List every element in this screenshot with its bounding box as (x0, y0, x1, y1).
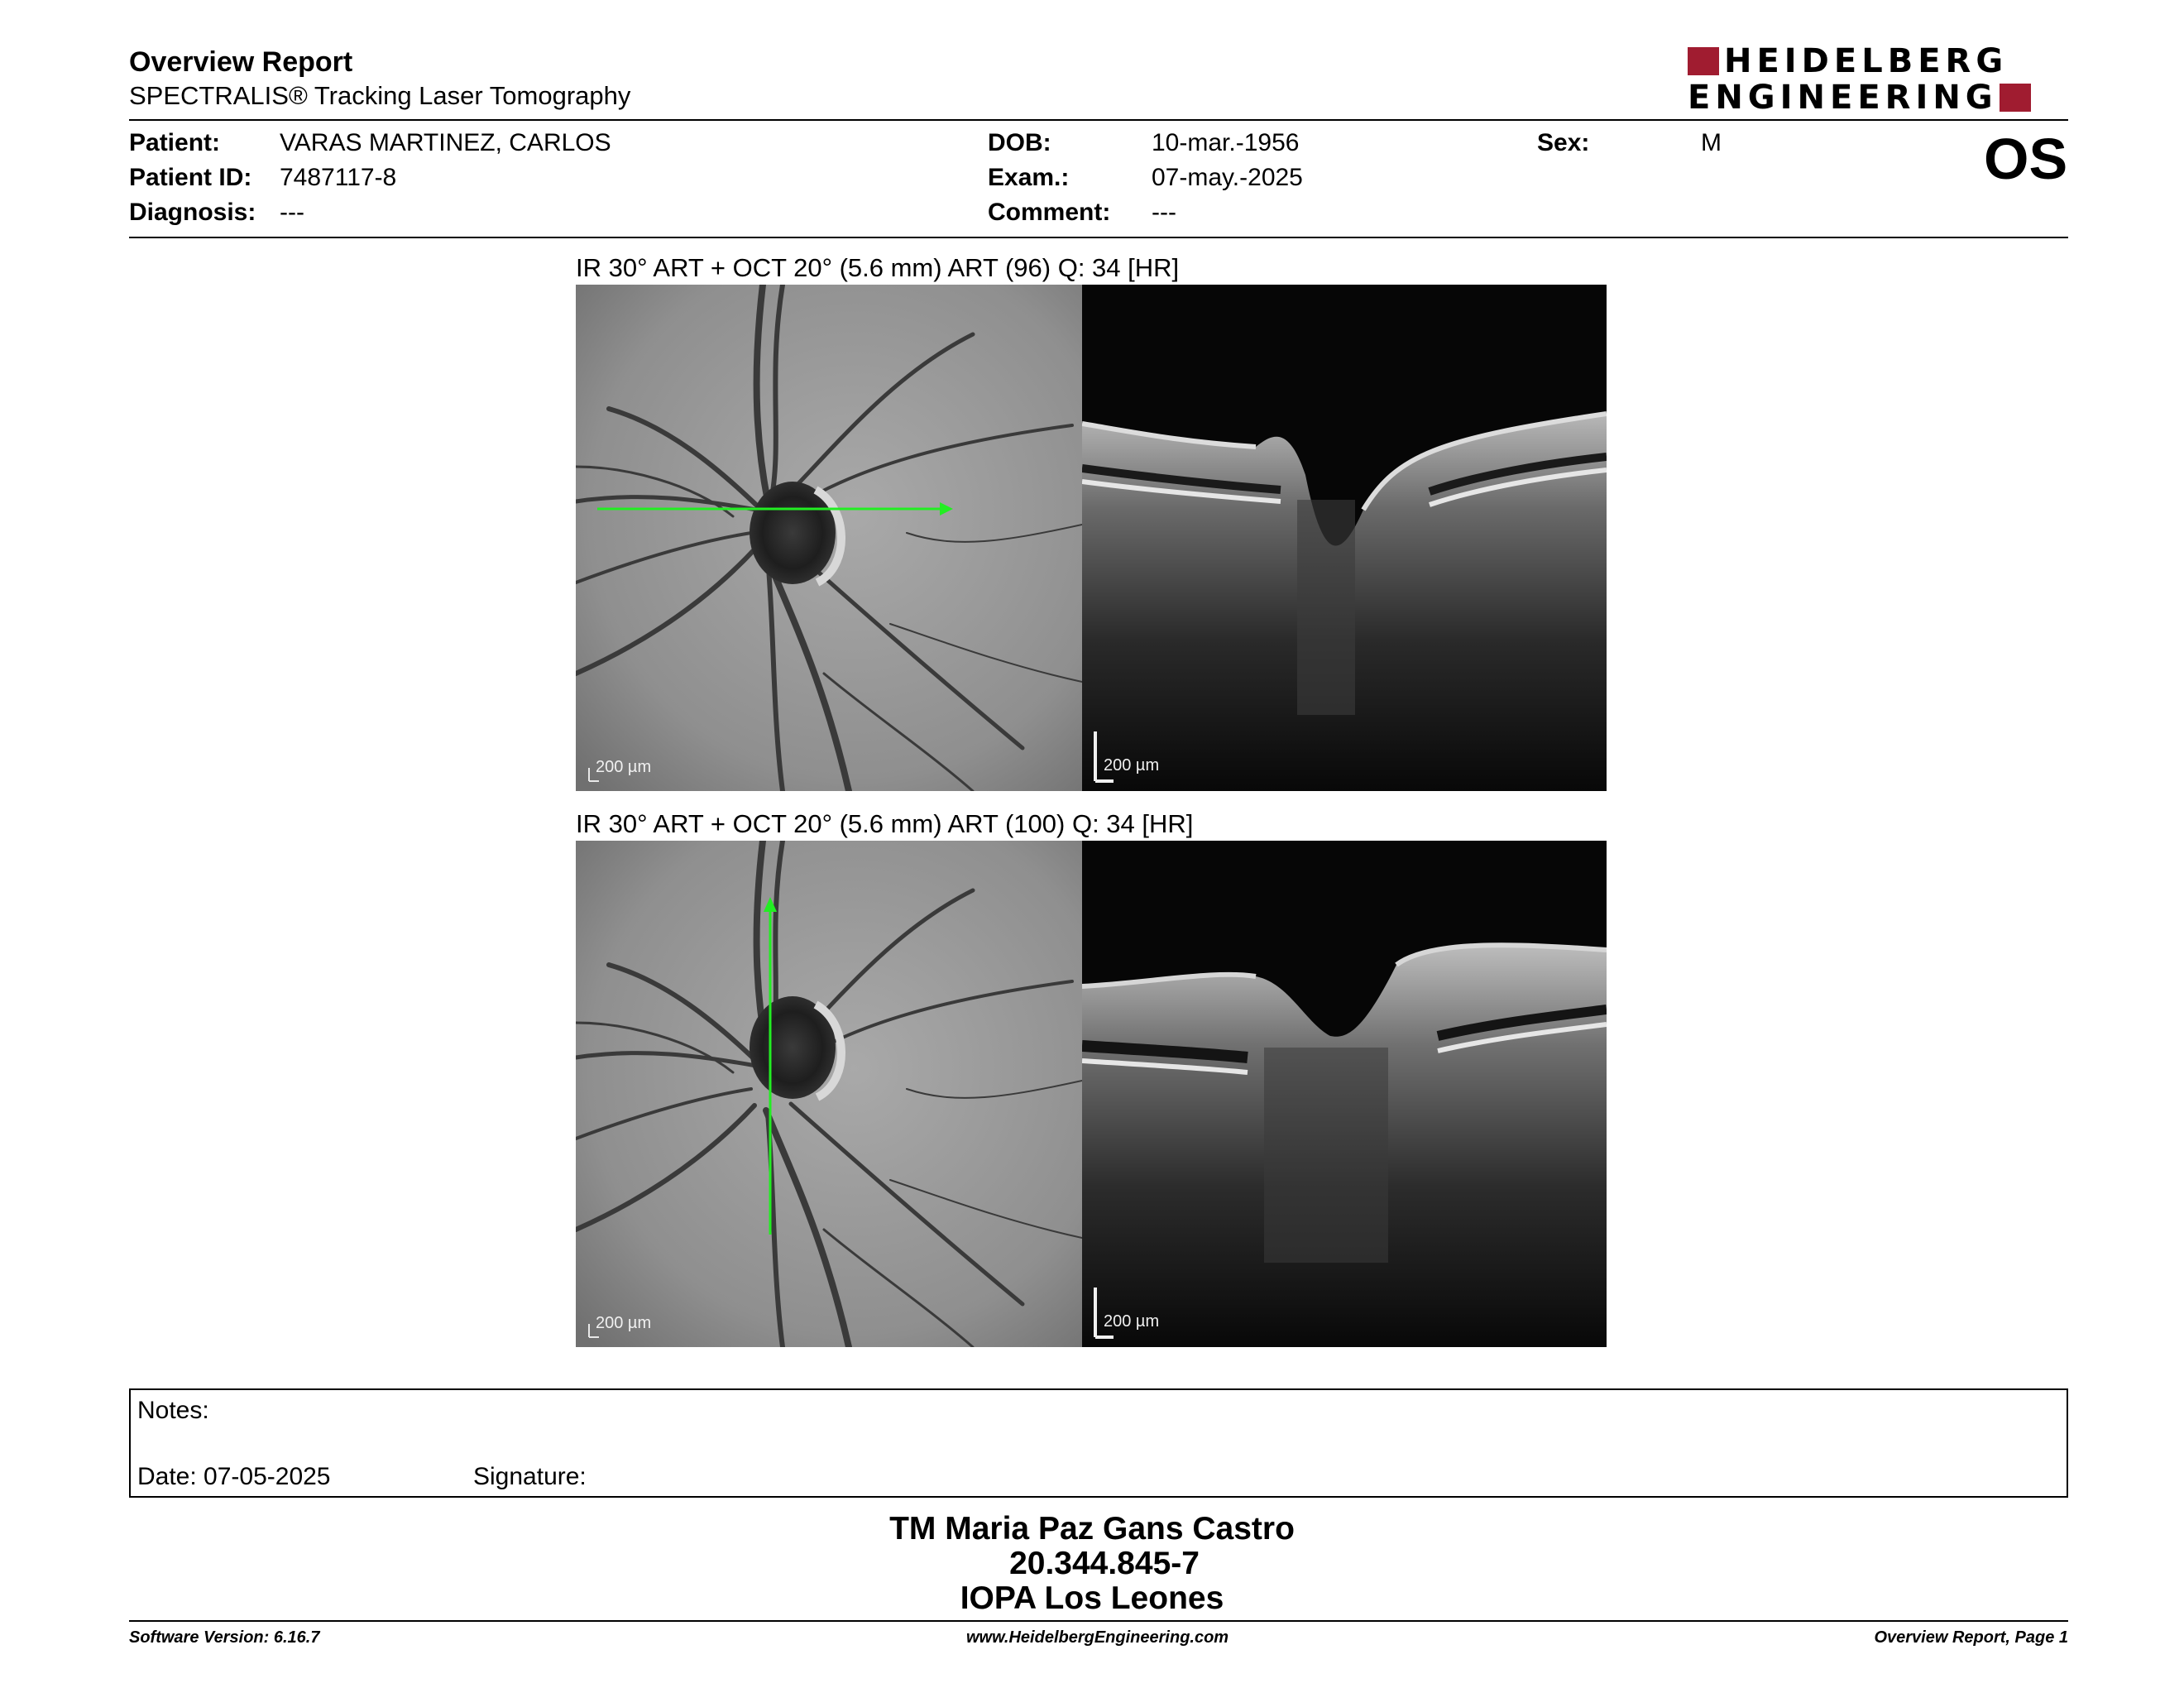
notes-label: Notes: (137, 1397, 209, 1424)
eye-indicator: OS (1984, 127, 2068, 191)
heidelberg-logo (1688, 42, 2068, 117)
date-field: Date: 07-05-2025 (137, 1463, 331, 1490)
fundus-scale-label-1: 200 µm (596, 758, 652, 776)
footer-divider (129, 1620, 2068, 1622)
stamp-name: TM Maria Paz Gans Castro (889, 1511, 1295, 1547)
fundus-image-1 (576, 285, 1082, 791)
patient-id: 7487117-8 (280, 164, 397, 191)
page-number: Overview Report, Page 1 (1874, 1628, 2068, 1647)
patient-label: Patient: (129, 129, 221, 156)
sex-value: M (1701, 129, 1722, 156)
patient-name: VARAS MARTINEZ, CARLOS (280, 129, 611, 156)
fundus-scale-label-2: 200 µm (596, 1314, 652, 1332)
oct-bscan-1 (1082, 285, 1607, 791)
diagnosis-label: Diagnosis: (129, 199, 256, 226)
oct-bscan-2 (1082, 841, 1607, 1347)
logo-square-icon (1688, 47, 1719, 75)
report-subtitle: SPECTRALIS® Tracking Laser Tomography (129, 81, 631, 110)
logo-square-icon (2000, 84, 2031, 112)
dob-value: 10-mar.-1956 (1152, 129, 1300, 156)
header-divider (129, 119, 2068, 121)
comment-label: Comment: (988, 199, 1111, 226)
oct-scale-label-2: 200 µm (1104, 1312, 1160, 1331)
oct-scale-label-1: 200 µm (1104, 756, 1160, 774)
report-title: Overview Report (129, 46, 353, 78)
diagnosis-value: --- (280, 199, 304, 226)
software-version: Software Version: 6.16.7 (129, 1628, 320, 1647)
website-link[interactable]: www.HeidelbergEngineering.com (966, 1628, 1229, 1647)
logo-line-2: ENGINEERING (1688, 79, 1998, 117)
exam-label: Exam.: (988, 164, 1070, 191)
scan-title-1: IR 30° ART + OCT 20° (5.6 mm) ART (96) Q: 34 [HR] (576, 253, 1180, 282)
scan-title-2: IR 30° ART + OCT 20° (5.6 mm) ART (100) Q: 34 [HR] (576, 809, 1194, 838)
exam-date: 07-may.-2025 (1152, 164, 1303, 191)
patient-divider (129, 237, 2068, 238)
fundus-image-2 (576, 841, 1082, 1347)
sex-label: Sex: (1537, 129, 1590, 156)
dob-label: DOB: (988, 129, 1051, 156)
comment-value: --- (1152, 199, 1176, 226)
patient-id-label: Patient ID: (129, 164, 252, 191)
notes-box[interactable] (129, 1388, 2068, 1498)
stamp-institution: IOPA Los Leones (960, 1580, 1224, 1616)
signature-field: Signature: (473, 1463, 587, 1490)
stamp-id: 20.344.845-7 (1009, 1546, 1200, 1581)
logo-line-1: HEIDELBERG (1724, 42, 2009, 80)
